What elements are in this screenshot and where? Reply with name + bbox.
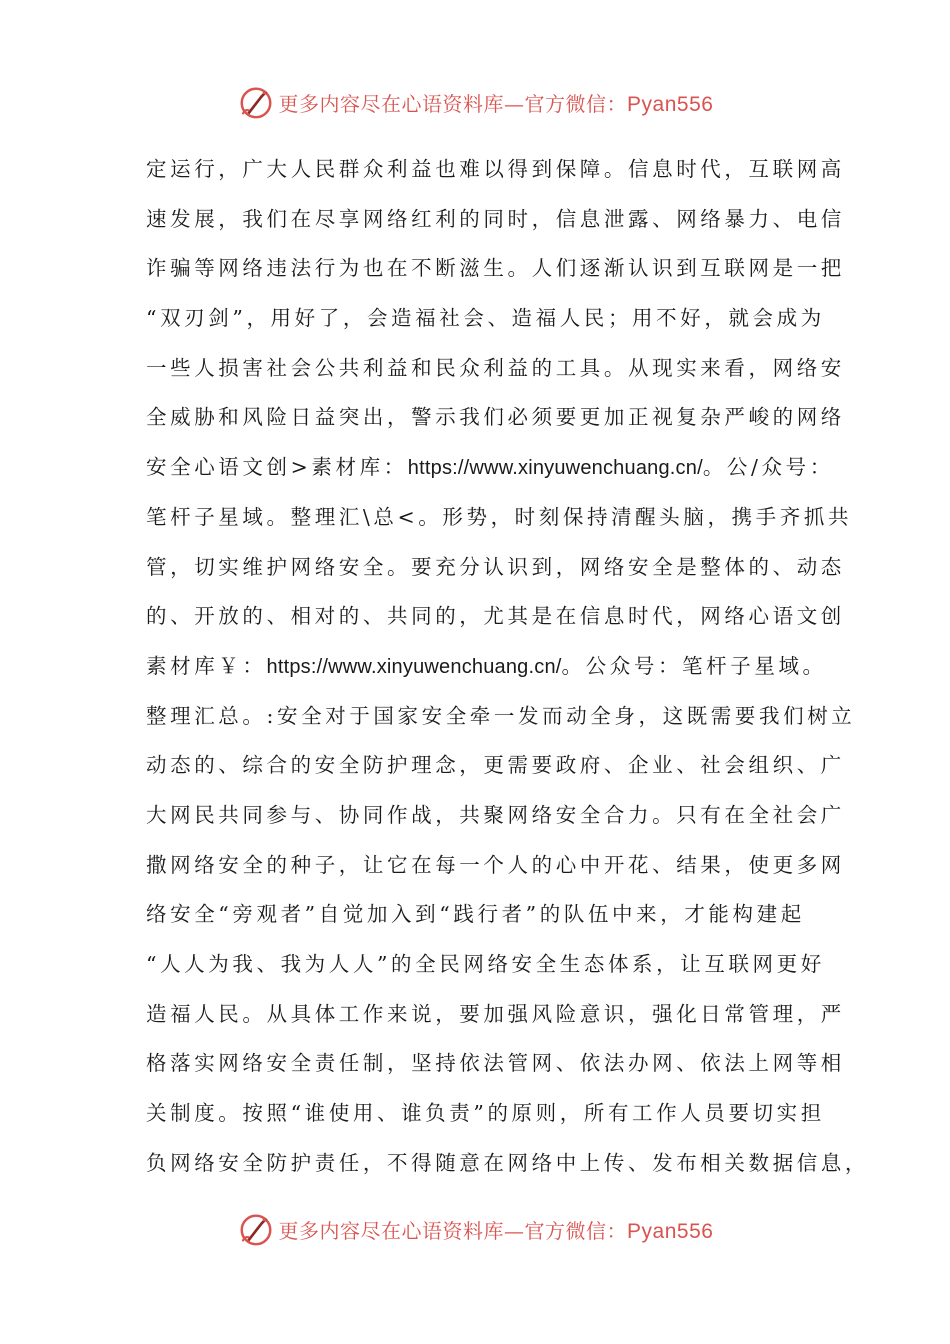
text-line: 定运行，广大人民群众利益也难以得到保障。信息时代，互联网高 [146,157,845,181]
text-line: 速发展，我们在尽享网络红利的同时，信息泄露、网络暴力、电信 [146,206,845,231]
text-line: 动态的、综合的安全防护理念，更需要政府、企业、社会组织、广 [146,753,845,778]
text-line: 造福人民。从具体工作来说，要加强风险意识，强化日常管理，严 [146,1001,845,1026]
text-segment: 安全心语文创>素材库： [146,455,408,480]
text-line [146,642,826,692]
footer-banner [0,1207,950,1251]
header-banner-main: 更多内容尽在心语资料库—官方微信： [278,91,628,116]
text-line [146,443,834,493]
text-line: “双刃剑”，用好了，会造福社会、造福人民；用不好，就会成为 [146,306,825,331]
text-segment: 。公众号：笔杆子星域。 [561,653,827,678]
text-line: 撒网络安全的种子，让它在每一个人的心中开花、结果，使更多网 [146,852,845,877]
document-body [146,145,869,1188]
pen-logo-icon [237,83,275,121]
text-line: 的、开放的、相对的、共同的，尤其是在信息时代，网络心语文创 [146,604,845,629]
text-segment: 素材库￥： [146,653,267,678]
pen-logo-icon [237,1210,275,1248]
text-line: 大网民共同参与、协同作战，共聚网络安全合力。只有在全社会广 [146,802,845,827]
footer-banner-main: 更多内容尽在心语资料库—官方微信： [278,1218,628,1243]
text-line: 全威胁和风险日益突出，警示我们必须要更加正视复杂严峻的网络 [146,405,845,430]
header-banner [0,80,950,124]
header-banner-wechat: Pyan556 [627,92,714,116]
footer-banner-wechat: Pyan556 [627,1219,714,1243]
text-segment: 。公/众号： [702,455,834,480]
website-url-link[interactable]: https://www.xinyuwenchuang.cn/ [407,457,703,480]
footer-banner-text [279,1215,714,1244]
text-line: 一些人损害社会公共利益和民众利益的工具。从现实来看，网络安 [146,355,845,380]
text-line: 格落实网络安全责任制，坚持依法管网、依法办网、依法上网等相 [146,1051,845,1076]
text-line: 负网络安全防护责任，不得随意在网络中上传、发布相关数据信息， [146,1150,869,1175]
website-url-link[interactable]: https://www.xinyuwenchuang.cn/ [266,655,562,678]
text-line: 笔杆子星域。整理汇\总<。形势，时刻保持清醒头脑，携手齐抓共 [146,504,853,529]
text-line: 整理汇总。:安全对于国家安全牵一发而动全身，这既需要我们树立 [146,703,856,728]
text-line: 管，切实维护网络安全。要充分认识到，网络安全是整体的、动态 [146,554,845,579]
text-line: 络安全“旁观者”自觉加入到“践行者”的队伍中来，才能构建起 [146,902,805,927]
text-line: 诈骗等网络违法行为也在不断滋生。人们逐渐认识到互联网是一把 [146,256,845,281]
text-line: “人人为我、我为人人”的全民网络安全生态体系，让互联网更好 [146,952,825,976]
header-banner-text [279,88,714,117]
text-line: 关制度。按照“谁使用、谁负责”的原则，所有工作人员要切实担 [146,1101,825,1126]
